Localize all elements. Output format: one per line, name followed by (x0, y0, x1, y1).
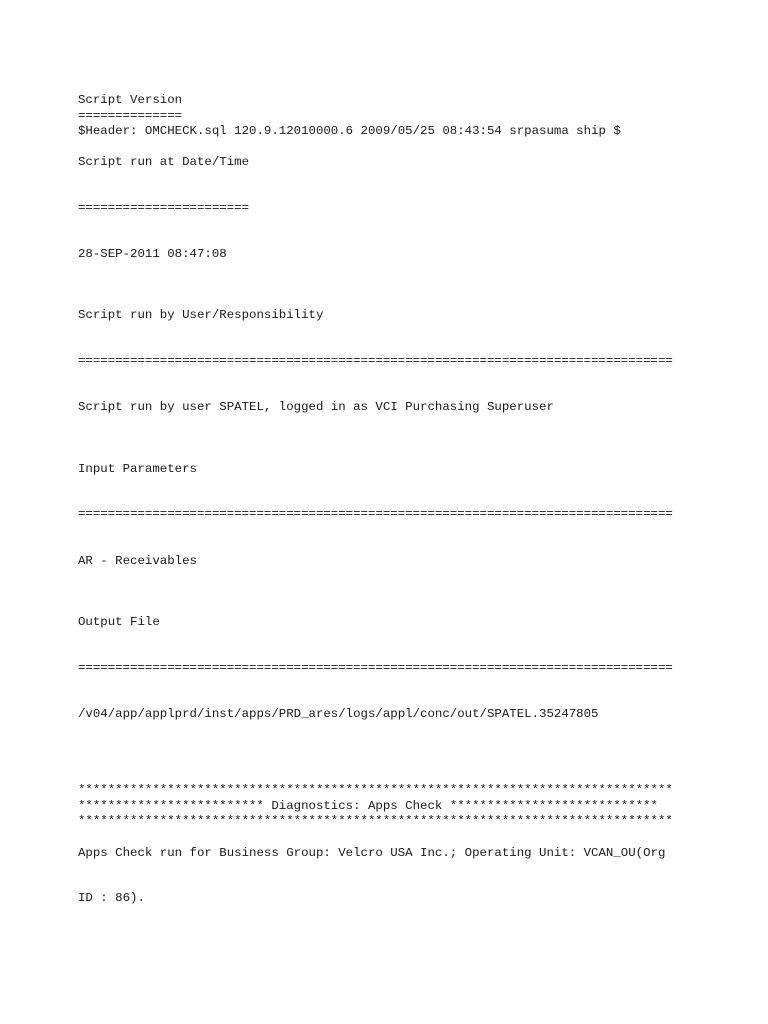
output-file-value: /v04/app/applprd/inst/apps/PRD_ares/logs/appl/conc/out/SPATEL.35247805 (78, 707, 599, 721)
script-version-heading: Script Version (78, 93, 183, 107)
run-by-value: Script run by user SPATEL, logged in as VCI Purchasing Superuser (78, 400, 554, 414)
run-at-value: 28-SEP-2011 08:47:08 (78, 247, 227, 261)
output-file-rule: ================================================================================ (78, 661, 673, 675)
banner-title: ************************* Diagnostics: Apps Check **************************** (78, 799, 658, 813)
script-version-rule: ============== (78, 109, 183, 123)
run-by-rule: ================================================================================ (78, 354, 673, 368)
banner-bottom: ******************************************************************************** (78, 814, 673, 828)
input-params-rule: ================================================================================ (78, 507, 673, 521)
run-at-heading: Script run at Date/Time (78, 155, 250, 169)
header-line: $Header: OMCHECK.sql 120.9.12010000.6 2009/05/25 08:43:54 srpasuma ship $ (78, 124, 621, 138)
input-params-heading: Input Parameters (78, 462, 197, 476)
banner-top: ******************************************************************************** (78, 783, 673, 797)
output-file-heading: Output File (78, 615, 160, 629)
input-params-value: AR - Receivables (78, 554, 197, 568)
apps-check-line-2: ID : 86). (78, 891, 145, 905)
run-at-rule: ======================= (78, 201, 250, 215)
apps-check-line-1: Apps Check run for Business Group: Velcro USA Inc.; Operating Unit: VCAN_OU(Org (78, 846, 666, 860)
run-by-heading: Script run by User/Responsibility (78, 308, 324, 322)
